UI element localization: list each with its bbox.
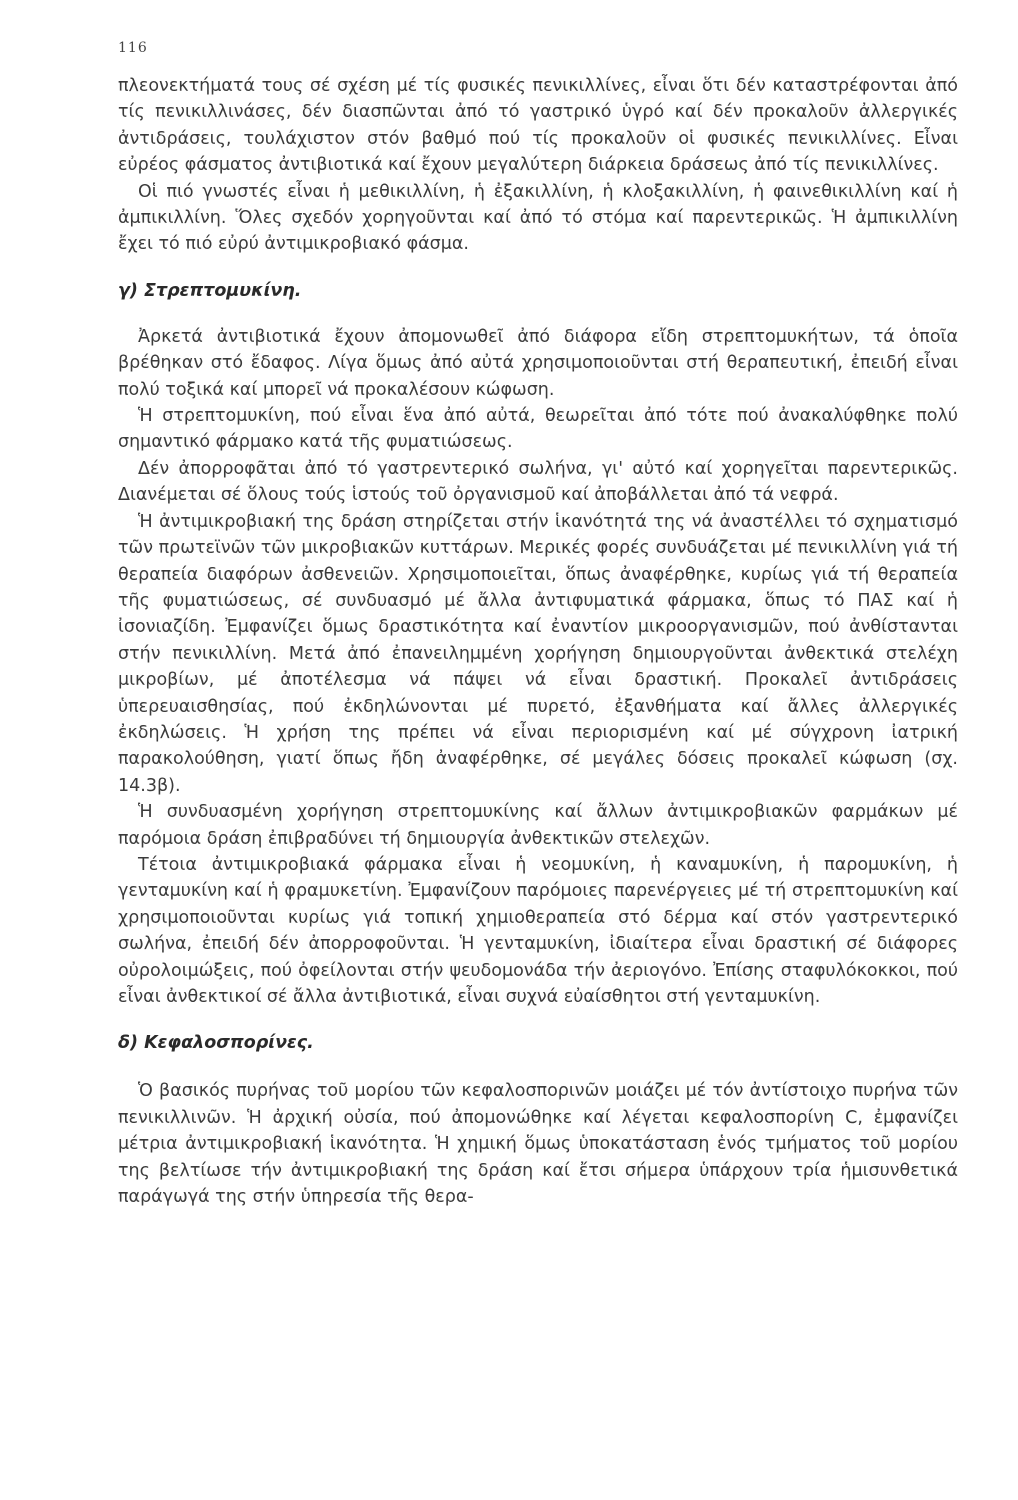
streptomycin-paragraph-3: Δέν ἀπορροφᾶται ἀπό τό γαστρεντερικό σωλήνα, γι' αὐτό καί χορηγεῖται παρεντερικῶς. Διανέμεται σέ ὅλους τούς ἱστούς τοῦ ὀργανισμοῦ καί ἀποβάλλεται ἀπό τά νεφρά.: [118, 458, 958, 506]
streptomycin-paragraph-6: Τέτοια ἀντιμικροβιακά φάρμακα εἶναι ἡ νεομυκίνη, ἡ καναμυκίνη, ἡ παρομυκίνη, ἡ γενταμυκίνη καί ἡ φραμυκετίνη. Ἐμφανίζουν παρόμοιες παρενέργειες μέ τή στρεπτομυκίνη καί χρησιμοποιοῦνται κυρίως γιά τοπική χημιοθεραπεία στό δέρμα καί στόν γαστρεντερικό σωλήνα, ἐπειδή δέν ἀπορροφοῦνται. Ἡ γενταμυκίνη, ἰδιαίτερα εἶναι δραστική σέ διάφορες οὐρολοιμώξεις, πού ὀφείλονται στήν ψευδομονάδα τήν ἀεριογόνο. Ἐπίσης σταφυλόκοκκοι, πού εἶναι ἀνθεκτικοί σέ ἄλλα ἀντιβιοτικά, εἶναι συχνά εὐαίσθητοι στή γενταμυκίνη.: [118, 854, 958, 1007]
section-heading-cephalosporins: δ) Κεφαλοσπορίνες.: [118, 1033, 314, 1054]
page-body: [118, 73, 958, 1210]
streptomycin-paragraph-4: Ἡ ἀντιμικροβιακή της δράση στηρίζεται στήν ἱκανότητά της νά ἀναστέλλει τό σχηματισμό τῶν πρωτεϊνῶν τῶν μικροβιακῶν κυττάρων. Μερικές φορές συνδυάζεται μέ πενικιλλίνη γιά τή θεραπεία διαφόρων ἀσθενειῶν. Χρησιμοποιεῖται, ὅπως ἀναφέρθηκε, κυρίως γιά τή θεραπεία τῆς φυματιώσεως, σέ συνδυασμό μέ ἄλλα ἀντιφυματικά φάρμακα, ὅπως τό ΠΑΣ καί ἡ ἰσονιαζίδη. Ἐμφανίζει ὅμως δραστικότητα καί ἐναντίον μικροοργανισμῶν, πού ἀνθίστανται στήν πενικιλλίνη. Μετά ἀπό ἐπανειλημμένη χορήγηση δημιουργοῦνται ἀνθεκτικά στελέχη μικροβίων, μέ ἀποτέλεσμα νά πάψει νά εἶναι δραστική. Προκαλεῖ ἀντιδράσεις ὑπερευαισθησίας, πού ἐκδηλώνονται μέ πυρετό, ἐξανθήματα καί ἄλλες ἀλλεργικές ἐκδηλώσεις. Ἡ χρήση της πρέπει νά εἶναι περιορισμένη καί μέ σύγχρονη ἰατρική παρακολούθηση, γιατί ὅπως ἤδη ἀναφέρθηκε, σέ μεγάλες δόσεις προκαλεῖ κώφωση (σχ. 14.3β).: [118, 511, 958, 796]
intro-paragraph-1: πλεονεκτήματά τους σέ σχέση μέ τίς φυσικές πενικιλλίνες, εἶναι ὅτι δέν καταστρέφονται ἀπό τίς πενικιλλινάσες, δέν διασπῶνται ἀπό τό γαστρικό ὑγρό καί δέν προκαλοῦν ἀλλεργικές ἀντιδράσεις, τουλάχιστον στόν βαθμό πού τίς προκαλοῦν οἱ φυσικές πενικιλλίνες. Εἶναι εὐρέος φάσματος ἀντιβιοτικά καί ἔχουν μεγαλύτερη διάρκεια δράσεως ἀπό τίς πενικιλλίνες.: [118, 76, 958, 176]
streptomycin-paragraph-2: Ἡ στρεπτομυκίνη, πού εἶναι ἕνα ἀπό αὐτά, θεωρεῖται ἀπό τότε πού ἀνακαλύφθηκε πολύ σημαντικό φάρμακο κατά τῆς φυματιώσεως.: [118, 406, 958, 453]
cephalosporins-paragraph-1: Ὁ βασικός πυρήνας τοῦ μορίου τῶν κεφαλοσπορινῶν μοιάζει μέ τόν ἀντίστοιχο πυρήνα τῶν πενικιλλινῶν. Ἡ ἀρχική οὐσία, πού ἀπομονώθηκε καί λέγεται κεφαλοσπορίνη C, ἐμφανίζει μέτρια ἀντιμικροβιακή ἱκανότητα. Ἡ χημική ὅμως ὑποκατάσταση ἑνός τμήματος τοῦ μορίου της βελτίωσε τήν ἀντιμικροβιακή της δράση καί ἔτσι σήμερα ὑπάρχουν τρία ἡμισυνθετικά παράγωγά της στήν ὑπηρεσία τῆς θερα-: [118, 1081, 958, 1208]
page-number: 116: [118, 40, 148, 56]
streptomycin-paragraph-5: Ἡ συνδυασμένη χορήγηση στρεπτομυκίνης καί ἄλλων ἀντιμικροβιακῶν φαρμάκων μέ παρόμοια δράση ἐπιβραδύνει τή δημιουργία ἀνθεκτικῶν στελεχῶν.: [118, 802, 958, 849]
streptomycin-paragraph-1: Ἀρκετά ἀντιβιοτικά ἔχουν ἀπομονωθεῖ ἀπό διάφορα εἴδη στρεπτομυκήτων, τά ὁποῖα βρέθηκαν στό ἔδαφος. Λίγα ὅμως ἀπό αὐτά χρησιμοποιοῦνται στή θεραπευτική, ἐπειδή εἶναι πολύ τοξικά καί μπορεῖ νά προκαλέσουν κώφωση.: [118, 326, 958, 400]
section-heading-streptomycin: γ) Στρεπτομυκίνη.: [118, 280, 302, 301]
intro-paragraph-2: Οἱ πιό γνωστές εἶναι ἡ μεθικιλλίνη, ἡ ἐξακιλλίνη, ἡ κλοξακιλλίνη, ἡ φαινεθικιλλίνη καί ἡ ἀμπικιλλίνη. Ὅλες σχεδόν χορηγοῦνται καί ἀπό τό στόμα καί παρεντερικῶς. Ἡ ἀμπικιλλίνη ἔχει τό πιό εὐρύ ἀντιμικροβιακό φάσμα.: [118, 181, 958, 255]
